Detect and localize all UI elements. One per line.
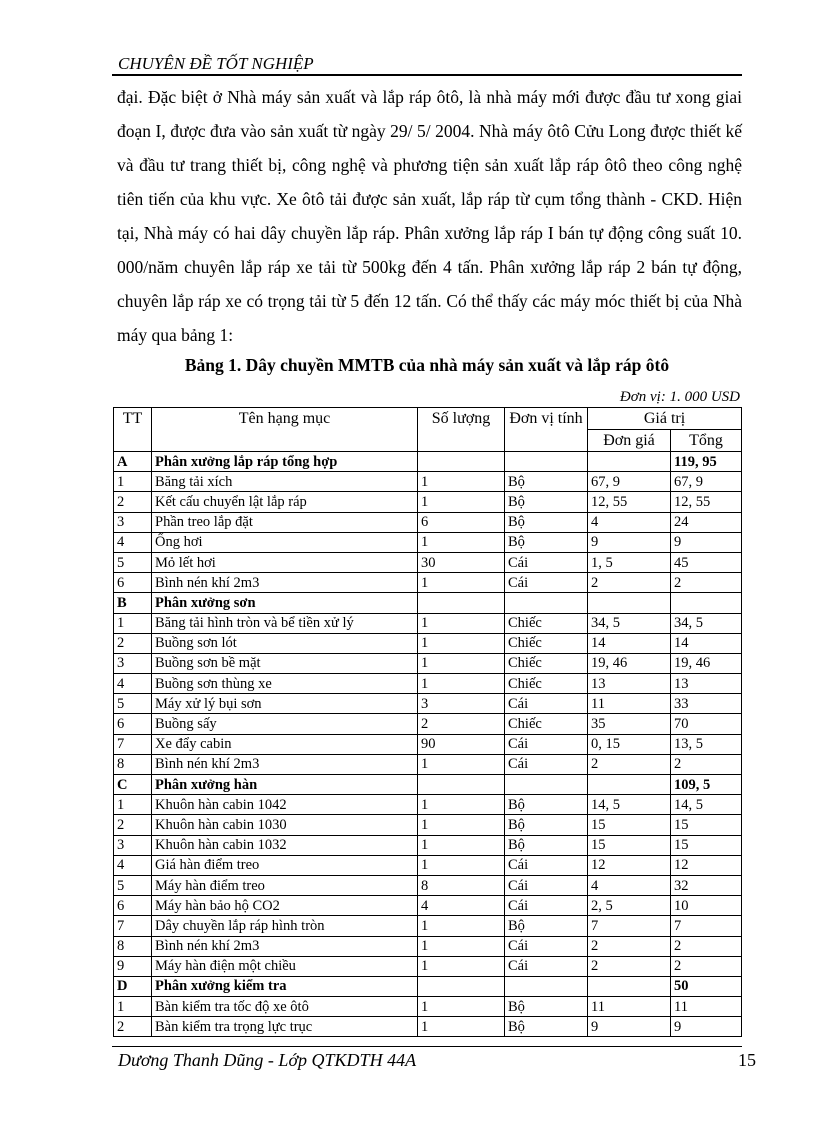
cell-unit-price — [588, 452, 671, 472]
cell-unit: Bộ — [505, 835, 588, 855]
section-row — [114, 593, 742, 613]
cell-total: 32 — [671, 875, 742, 895]
cell-total: 11 — [671, 997, 742, 1017]
cell-unit-price: 12 — [588, 855, 671, 875]
table-row — [114, 633, 742, 653]
cell-unit: Chiếc — [505, 613, 588, 633]
cell-unit: Bộ — [505, 916, 588, 936]
table-row — [114, 573, 742, 593]
cell-unit — [505, 593, 588, 613]
cell-unit-price: 13 — [588, 674, 671, 694]
cell-item-name: Máy hàn điểm treo — [152, 875, 418, 895]
cell-quantity — [418, 775, 505, 795]
table-row — [114, 653, 742, 673]
cell-item-name: Ống hơi — [152, 532, 418, 552]
cell-total: 15 — [671, 815, 742, 835]
cell-tt: D — [114, 976, 152, 996]
body-paragraph: đại. Đặc biệt ở Nhà máy sản xuất và lắp ráp ôtô, là nhà máy mới được đầu tư xong giai đoạn I, được đưa vào sản xuất từ ngày 29/ 5/ 2004. Nhà máy ôtô Cửu Long được thiết kế và đầu tư trang thiết bị, công nghệ và phương tiện sản xuất lắp ráp ôtô theo công nghệ tiên tiến của khu vực. Xe ôtô tải được sản xuất, lắp ráp từ cụm tổng thành - CKD. Hiện tại, Nhà máy có hai dây chuyền lắp ráp. Phân xưởng lắp ráp I bán tự động công suất 10. 000/năm chuyên lắp ráp xe tải từ 500kg đến 4 tấn. Phân xưởng lắp ráp 2 bán tự động, chuyên lắp ráp xe có trọng tải từ 5 đến 12 tấn. Có thể thấy các máy móc thiết bị của Nhà máy qua bảng 1: — [117, 87, 742, 345]
cell-quantity — [418, 593, 505, 613]
cell-quantity: 1 — [418, 956, 505, 976]
cell-unit: Bộ — [505, 795, 588, 815]
cell-total: 109, 5 — [671, 775, 742, 795]
cell-unit-price: 2 — [588, 754, 671, 774]
table-row — [114, 512, 742, 532]
cell-unit: Bộ — [505, 512, 588, 532]
cell-item-name: Băng tải xích — [152, 472, 418, 492]
page-number: 15 — [738, 1050, 756, 1070]
cell-tt: 9 — [114, 956, 152, 976]
cell-total: 15 — [671, 835, 742, 855]
cell-item-name: Buồng sơn thùng xe — [152, 674, 418, 694]
cell-total: 19, 46 — [671, 653, 742, 673]
cell-tt: 3 — [114, 835, 152, 855]
cell-unit — [505, 976, 588, 996]
cell-item-name: Phân xưởng hàn — [152, 775, 418, 795]
cell-tt: 1 — [114, 472, 152, 492]
table-row — [114, 472, 742, 492]
table-row — [114, 694, 742, 714]
cell-unit-price: 15 — [588, 815, 671, 835]
cell-total: 70 — [671, 714, 742, 734]
cell-tt: 4 — [114, 532, 152, 552]
table-body — [114, 452, 742, 1037]
cell-unit-price: 11 — [588, 997, 671, 1017]
cell-unit: Cái — [505, 734, 588, 754]
cell-tt: 1 — [114, 613, 152, 633]
table-row — [114, 795, 742, 815]
cell-unit-price: 12, 55 — [588, 492, 671, 512]
cell-unit-price: 15 — [588, 835, 671, 855]
table-row — [114, 855, 742, 875]
cell-unit: Bộ — [505, 492, 588, 512]
cell-unit-price: 19, 46 — [588, 653, 671, 673]
cell-quantity: 1 — [418, 573, 505, 593]
cell-unit: Chiếc — [505, 653, 588, 673]
cell-unit: Bộ — [505, 472, 588, 492]
cell-item-name: Phân xưởng kiểm tra — [152, 976, 418, 996]
table-row — [114, 714, 742, 734]
cell-item-name: Bình nén khí 2m3 — [152, 754, 418, 774]
table-row — [114, 916, 742, 936]
cell-tt: 6 — [114, 896, 152, 916]
cell-total: 2 — [671, 573, 742, 593]
cell-total: 2 — [671, 936, 742, 956]
cell-total: 67, 9 — [671, 472, 742, 492]
table-row — [114, 492, 742, 512]
cell-total: 33 — [671, 694, 742, 714]
cell-unit-price: 14 — [588, 633, 671, 653]
cell-quantity: 1 — [418, 815, 505, 835]
cell-tt: 7 — [114, 916, 152, 936]
cell-quantity: 1 — [418, 653, 505, 673]
cell-quantity: 1 — [418, 936, 505, 956]
cell-tt: 8 — [114, 754, 152, 774]
cell-unit-price: 0, 15 — [588, 734, 671, 754]
cell-tt: 2 — [114, 815, 152, 835]
header-unit-price: Đơn giá — [588, 430, 671, 452]
cell-unit-price: 34, 5 — [588, 613, 671, 633]
cell-item-name: Xe đẩy cabin — [152, 734, 418, 754]
cell-tt: 2 — [114, 492, 152, 512]
cell-unit-price: 2 — [588, 936, 671, 956]
cell-tt: B — [114, 593, 152, 613]
cell-quantity: 90 — [418, 734, 505, 754]
header-tt: TT — [114, 408, 152, 452]
cell-item-name: Phân xưởng sơn — [152, 593, 418, 613]
cell-tt: 1 — [114, 997, 152, 1017]
cell-quantity: 1 — [418, 633, 505, 653]
table-row — [114, 674, 742, 694]
cell-item-name: Băng tải hình tròn và bể tiền xử lý — [152, 613, 418, 633]
cell-tt: C — [114, 775, 152, 795]
table-row — [114, 896, 742, 916]
cell-total: 34, 5 — [671, 613, 742, 633]
cell-unit — [505, 775, 588, 795]
table-row — [114, 613, 742, 633]
cell-tt: 5 — [114, 694, 152, 714]
cell-tt: 2 — [114, 1017, 152, 1037]
cell-quantity: 1 — [418, 613, 505, 633]
cell-quantity: 1 — [418, 835, 505, 855]
cell-unit: Cái — [505, 956, 588, 976]
cell-quantity: 1 — [418, 997, 505, 1017]
cell-unit: Cái — [505, 694, 588, 714]
cell-unit-price: 4 — [588, 875, 671, 895]
cell-quantity: 1 — [418, 795, 505, 815]
cell-total: 12 — [671, 855, 742, 875]
cell-item-name: Kết cấu chuyển lật lắp ráp — [152, 492, 418, 512]
table-row — [114, 815, 742, 835]
cell-item-name: Phân xưởng lắp ráp tổng hợp — [152, 452, 418, 472]
cell-quantity: 1 — [418, 492, 505, 512]
cell-unit-price: 2, 5 — [588, 896, 671, 916]
cell-unit: Cái — [505, 875, 588, 895]
header-quantity: Số lượng — [418, 408, 505, 452]
cell-quantity: 4 — [418, 896, 505, 916]
footer-rule — [112, 1046, 742, 1047]
cell-tt: 3 — [114, 653, 152, 673]
cell-total: 2 — [671, 956, 742, 976]
cell-quantity: 2 — [418, 714, 505, 734]
cell-total: 12, 55 — [671, 492, 742, 512]
cell-quantity: 1 — [418, 472, 505, 492]
table-row — [114, 835, 742, 855]
cell-item-name: Khuôn hàn cabin 1032 — [152, 835, 418, 855]
cell-total: 24 — [671, 512, 742, 532]
cell-quantity: 30 — [418, 552, 505, 572]
table-row — [114, 936, 742, 956]
cell-unit-price: 11 — [588, 694, 671, 714]
cell-unit-price: 2 — [588, 956, 671, 976]
header-value: Giá trị — [588, 408, 742, 430]
cell-total: 50 — [671, 976, 742, 996]
cell-quantity: 1 — [418, 916, 505, 936]
cell-total: 45 — [671, 552, 742, 572]
cell-item-name: Bình nén khí 2m3 — [152, 573, 418, 593]
cell-quantity: 1 — [418, 754, 505, 774]
cell-item-name: Máy xử lý bụi sơn — [152, 694, 418, 714]
table-row — [114, 734, 742, 754]
table-row — [114, 997, 742, 1017]
cell-unit: Chiếc — [505, 714, 588, 734]
cell-total: 10 — [671, 896, 742, 916]
cell-unit: Bộ — [505, 815, 588, 835]
cell-tt: 1 — [114, 795, 152, 815]
cell-quantity: 8 — [418, 875, 505, 895]
table-row — [114, 956, 742, 976]
cell-quantity: 1 — [418, 1017, 505, 1037]
cell-unit-price: 9 — [588, 1017, 671, 1037]
section-row — [114, 976, 742, 996]
cell-unit-price — [588, 593, 671, 613]
cell-quantity — [418, 452, 505, 472]
header-rule — [112, 74, 742, 76]
cell-unit: Cái — [505, 552, 588, 572]
cell-unit: Cái — [505, 896, 588, 916]
cell-item-name: Buồng sấy — [152, 714, 418, 734]
cell-total: 14 — [671, 633, 742, 653]
cell-unit: Cái — [505, 573, 588, 593]
cell-unit: Cái — [505, 855, 588, 875]
cell-unit-price: 4 — [588, 512, 671, 532]
table-row — [114, 875, 742, 895]
cell-item-name: Buồng sơn bề mặt — [152, 653, 418, 673]
cell-item-name: Dây chuyền lắp ráp hình tròn — [152, 916, 418, 936]
header-unit: Đơn vị tính — [505, 408, 588, 452]
table-row — [114, 754, 742, 774]
cell-item-name: Giá hàn điểm treo — [152, 855, 418, 875]
equipment-table — [113, 407, 742, 1037]
cell-tt: 4 — [114, 674, 152, 694]
cell-tt: 8 — [114, 936, 152, 956]
cell-total: 14, 5 — [671, 795, 742, 815]
table-row — [114, 1017, 742, 1037]
header-total: Tổng — [671, 430, 742, 452]
cell-item-name: Buồng sơn lót — [152, 633, 418, 653]
table-unit-note: Đơn vị: 1. 000 USD — [619, 389, 740, 405]
cell-tt: 5 — [114, 552, 152, 572]
cell-total: 9 — [671, 1017, 742, 1037]
cell-unit: Bộ — [505, 1017, 588, 1037]
cell-item-name: Khuôn hàn cabin 1030 — [152, 815, 418, 835]
cell-tt: 3 — [114, 512, 152, 532]
header-item-name: Tên hạng mục — [152, 408, 418, 452]
cell-quantity — [418, 976, 505, 996]
cell-unit-price: 67, 9 — [588, 472, 671, 492]
cell-total: 2 — [671, 754, 742, 774]
cell-total: 7 — [671, 916, 742, 936]
cell-item-name: Khuôn hàn cabin 1042 — [152, 795, 418, 815]
cell-unit — [505, 452, 588, 472]
cell-item-name: Mỏ lết hơi — [152, 552, 418, 572]
cell-quantity: 1 — [418, 855, 505, 875]
footer-author: Dương Thanh Dũng - Lớp QTKDTH 44A — [118, 1050, 417, 1070]
cell-unit-price: 7 — [588, 916, 671, 936]
table-title: Bảng 1. Dây chuyền MMTB của nhà máy sản xuất và lắp ráp ôtô — [184, 355, 670, 375]
cell-unit-price: 14, 5 — [588, 795, 671, 815]
cell-quantity: 3 — [418, 694, 505, 714]
cell-quantity: 1 — [418, 532, 505, 552]
cell-tt: A — [114, 452, 152, 472]
page-header-title: CHUYÊN ĐỀ TỐT NGHIỆP — [118, 54, 314, 73]
cell-total: 119, 95 — [671, 452, 742, 472]
cell-item-name: Phần treo lắp đặt — [152, 512, 418, 532]
cell-quantity: 6 — [418, 512, 505, 532]
cell-total: 9 — [671, 532, 742, 552]
cell-tt: 7 — [114, 734, 152, 754]
cell-item-name: Máy hàn bảo hộ CO2 — [152, 896, 418, 916]
cell-total: 13 — [671, 674, 742, 694]
cell-item-name: Máy hàn điện một chiều — [152, 956, 418, 976]
cell-tt: 6 — [114, 714, 152, 734]
cell-unit: Cái — [505, 936, 588, 956]
cell-unit-price: 1, 5 — [588, 552, 671, 572]
cell-item-name: Bàn kiểm tra trọng lực trục — [152, 1017, 418, 1037]
table-row — [114, 532, 742, 552]
cell-tt: 4 — [114, 855, 152, 875]
cell-unit: Bộ — [505, 997, 588, 1017]
cell-tt: 6 — [114, 573, 152, 593]
cell-item-name: Bình nén khí 2m3 — [152, 936, 418, 956]
cell-unit-price: 35 — [588, 714, 671, 734]
cell-quantity: 1 — [418, 674, 505, 694]
cell-item-name: Bàn kiểm tra tốc độ xe ôtô — [152, 997, 418, 1017]
cell-unit: Chiếc — [505, 633, 588, 653]
cell-unit: Chiếc — [505, 674, 588, 694]
cell-unit-price — [588, 976, 671, 996]
section-row — [114, 775, 742, 795]
cell-unit-price: 2 — [588, 573, 671, 593]
cell-unit-price: 9 — [588, 532, 671, 552]
cell-unit: Cái — [505, 754, 588, 774]
section-row — [114, 452, 742, 472]
cell-tt: 5 — [114, 875, 152, 895]
cell-tt: 2 — [114, 633, 152, 653]
table-row — [114, 552, 742, 572]
cell-total — [671, 593, 742, 613]
cell-unit: Bộ — [505, 532, 588, 552]
cell-total: 13, 5 — [671, 734, 742, 754]
cell-unit-price — [588, 775, 671, 795]
